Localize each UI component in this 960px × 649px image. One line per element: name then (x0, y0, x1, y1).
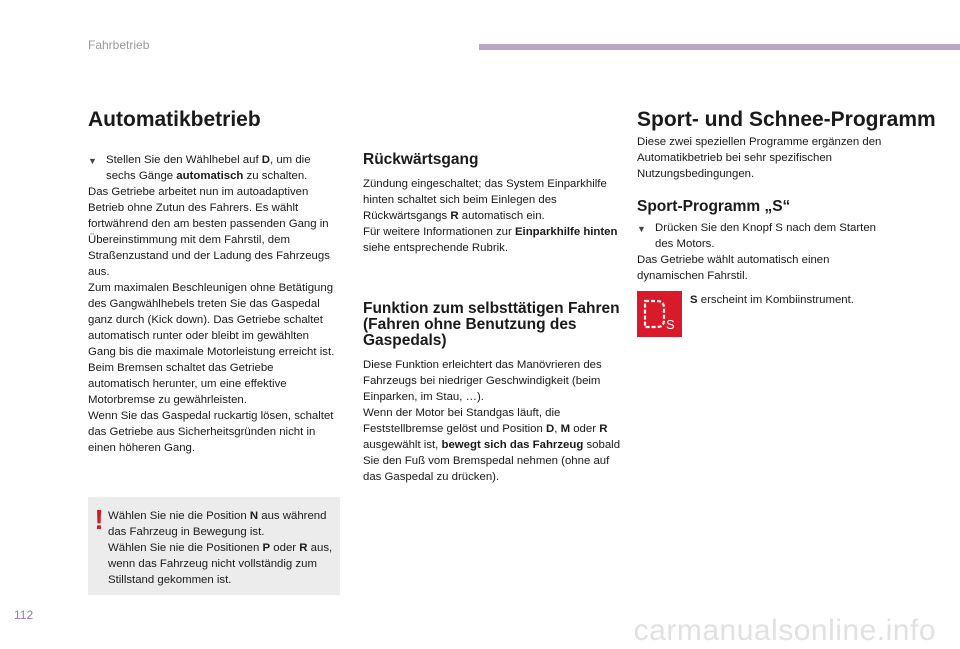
warning-box (88, 497, 340, 595)
automatik-para: Das Getriebe arbeitet nun im autoadaptiven Betrieb ohne Zutun des Fahrers. Es wählt fortwährend den am besten passenden Gang in Übereinstimmung mit dem Fahrstil, dem Straßenzustand und der Ladung des Fahrzeugs aus. (88, 186, 330, 278)
automatik-para: Beim Bremsen schaltet das Getriebe automatisch herunter, um eine effektive Motorbremse zu gewährleisten. (88, 362, 287, 406)
rueckwaerts-text: Zündung eingeschaltet; das System Einparkhilfe hinten schaltet sich beim Einlegen des Rückwärtsgangs R automatisch ein. Für weitere Informationen zur Einparkhilfe hinten siehe entsprechende Rubrik. (363, 178, 618, 254)
header-bar (479, 44, 960, 50)
rueckwaerts-title: Rückwärtsgang (363, 151, 479, 168)
sport-intro: Diese zwei speziellen Programme ergänzen den Automatikbetrieb bei sehr spezifischen Nutzungsbedingungen. (637, 136, 882, 180)
indicator-letter: S (666, 317, 675, 332)
sport-title: Sport- und Schnee-Programm (637, 108, 936, 131)
sport-bullet: ▼ Drücken Sie den Knopf S nach dem Starten des Motors. (637, 222, 876, 250)
automatik-bullet: ▼ Stellen Sie den Wählhebel auf D, um die sechs Gänge automatisch zu schalten. (88, 154, 311, 182)
indicator-caption: S erscheint im Kombiinstrument. (690, 294, 854, 306)
automatik-text (88, 152, 338, 456)
warning-icon: ! (94, 504, 104, 535)
sport-sub-title: Sport-Programm „S“ (637, 198, 791, 215)
page-number: 112 (14, 608, 34, 622)
funktion-text: Diese Funktion erleichtert das Manövrieren des Fahrzeugs bei niedriger Geschwindigkeit (beim Einparken, im Stau, …). Wenn der Motor bei Standgas läuft, die Feststellbremse gelöst und Position D, M oder R ausgewählt ist, bewegt sich das Fahrzeug sobald Sie den Fuß vom Bremspedal nehmen (ohne auf das Gaspedal zu drücken). (363, 359, 621, 483)
sport-text: ▼ Drücken Sie den Knopf S nach dem Starten des Motors. Das Getriebe wählt automatisch einen dynamischen Fahrstil. (637, 220, 887, 284)
funktion-title: Funktion zum selbsttätigen Fahren (Fahren ohne Benutzung des Gaspedals) (363, 300, 620, 349)
watermark: carmanualsonline.info (633, 614, 936, 647)
automatik-para: Wenn Sie das Gaspedal ruckartig lösen, schaltet das Getriebe aus Sicherheitsgründen nicht in einen höheren Gang. (88, 410, 334, 454)
gear-s-indicator-icon (637, 291, 682, 337)
warning-text: Wählen Sie nie die Position N aus während das Fahrzeug in Bewegung ist. Wählen Sie nie die Positionen P oder R aus, wenn das Fahrzeug nicht vollständig zum Stillstand gekommen ist. (108, 510, 333, 586)
bullet-marker-icon: ▼ (88, 156, 97, 166)
bullet-marker-icon: ▼ (637, 224, 646, 234)
header-title: Fahrbetrieb (88, 38, 150, 52)
automatik-para: Zum maximalen Beschleunigen ohne Betätigung des Gangwählhebels treten Sie das Gaspedal ganz durch (Kick down). Das Getriebe schaltet automatisch runter oder bleibt im gewählten Gang bis die maximale Motorleistung erreicht ist. (88, 282, 335, 358)
automatik-title: Automatikbetrieb (88, 108, 261, 131)
